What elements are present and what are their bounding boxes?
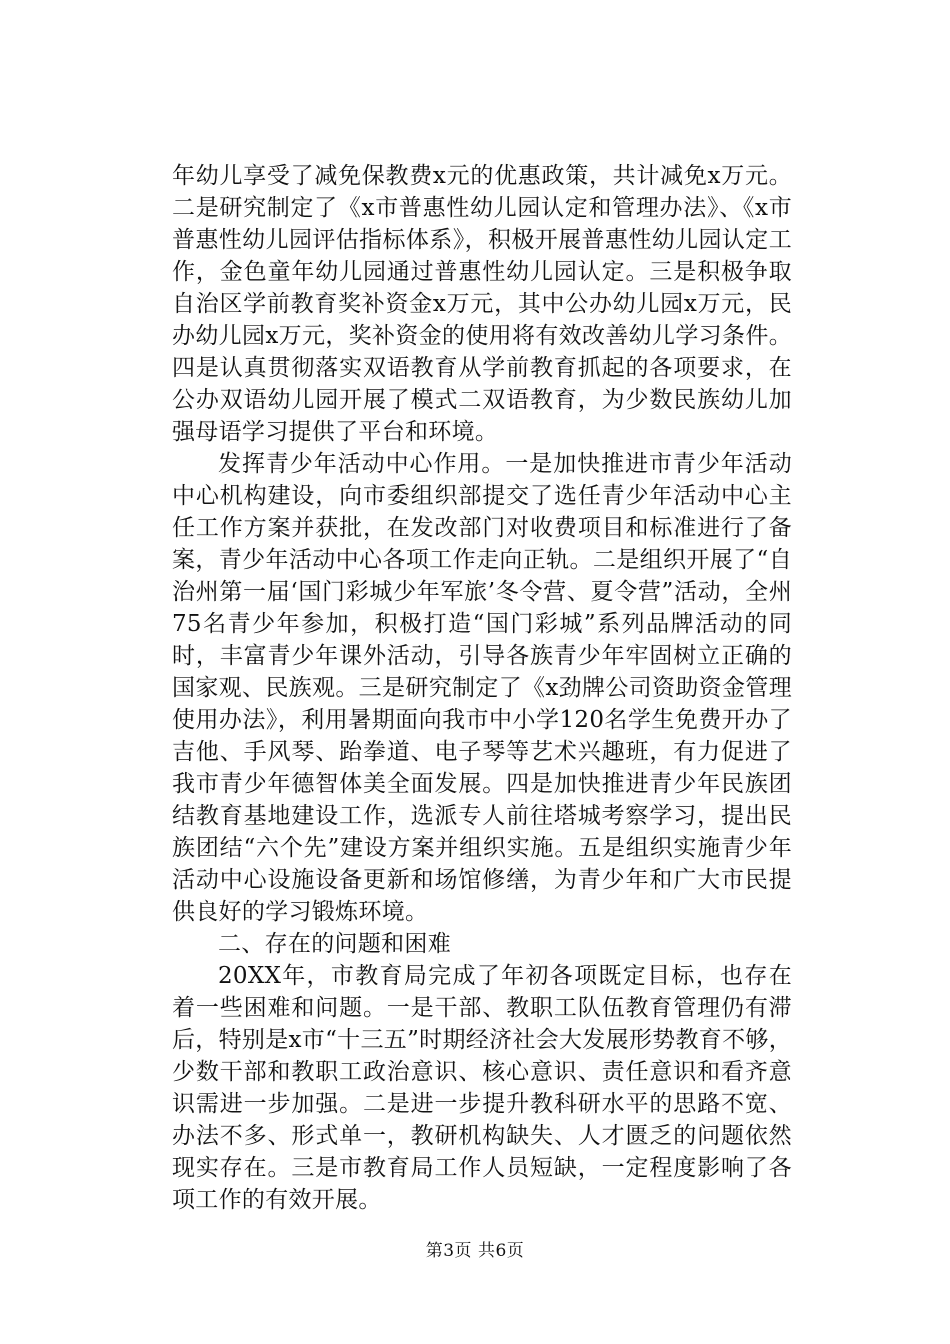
paragraph-youth-activity-center: 发挥青少年活动中心作用。一是加快推进市青少年活动中心机构建设，向市委组织部提交了选任青少年活动中心主任工作方案并获批，在发改部门对收费项目和标准进行了备案，青少年活动中心各项工作走向正轨。二是组织开展了“自治州第一届‘国门彩城少年军旅’冬令营、夏令营”活动，全州75名青少年参加，积极打造“国门彩城”系列品牌活动的同时，丰富青少年课外活动，引导各族青少年牢固树立正确的国家观、民族观。三是研究制定了《x劲牌公司资助资金管理使用办法》，利用暑期面向我市中小学120名学生免费开办了吉他、手风琴、跆拳道、电子琴等艺术兴趣班，有力促进了我市青少年德智体美全面发展。四是加快推进青少年民族团结教育基地建设工作，选派专人前往塔城考察学习，提出民族团结“六个先”建设方案并组织实施。五是组织实施青少年活动中心设施设备更新和场馆修缮，为青少年和广大市民提供良好的学习锻炼环境。 (172, 451, 792, 925)
page-number-footer: 第3页 共6页 (425, 1241, 525, 1261)
section-heading-problems: 二、存在的问题和困难 (218, 931, 451, 957)
document-body (172, 160, 792, 1216)
paragraph-preschool-continued: 年幼儿享受了减免保教费x元的优惠政策，共计减免x万元。二是研究制定了《x市普惠性幼儿园认定和管理办法》、《x市普惠性幼儿园评估指标体系》，积极开展普惠性幼儿园认定工作，金色童年幼儿园通过普惠性幼儿园认定。三是积极争取自治区学前教育奖补资金x万元，其中公办幼儿园x万元，民办幼儿园x万元，奖补资金的使用将有效改善幼儿学习条件。四是认真贯彻落实双语教育从学前教育抓起的各项要求，在公办双语幼儿园开展了模式二双语教育，为少数民族幼儿加强母语学习提供了平台和环境。 (172, 163, 792, 445)
paragraph-problems-difficulties: 20XX年，市教育局完成了年初各项既定目标，也存在着一些困难和问题。一是干部、教职工队伍教育管理仍有滞后，特别是x市“十三五”时期经济社会大发展形势教育不够，少数干部和教职工政治意识、核心意识、责任意识和看齐意识需进一步加强。二是进一步提升教科研水平的思路不宽、办法不多、形式单一，教研机构缺失、人才匮乏的问题依然现实存在。三是市教育局工作人员短缺，一定程度影响了各项工作的有效开展。 (172, 963, 792, 1213)
